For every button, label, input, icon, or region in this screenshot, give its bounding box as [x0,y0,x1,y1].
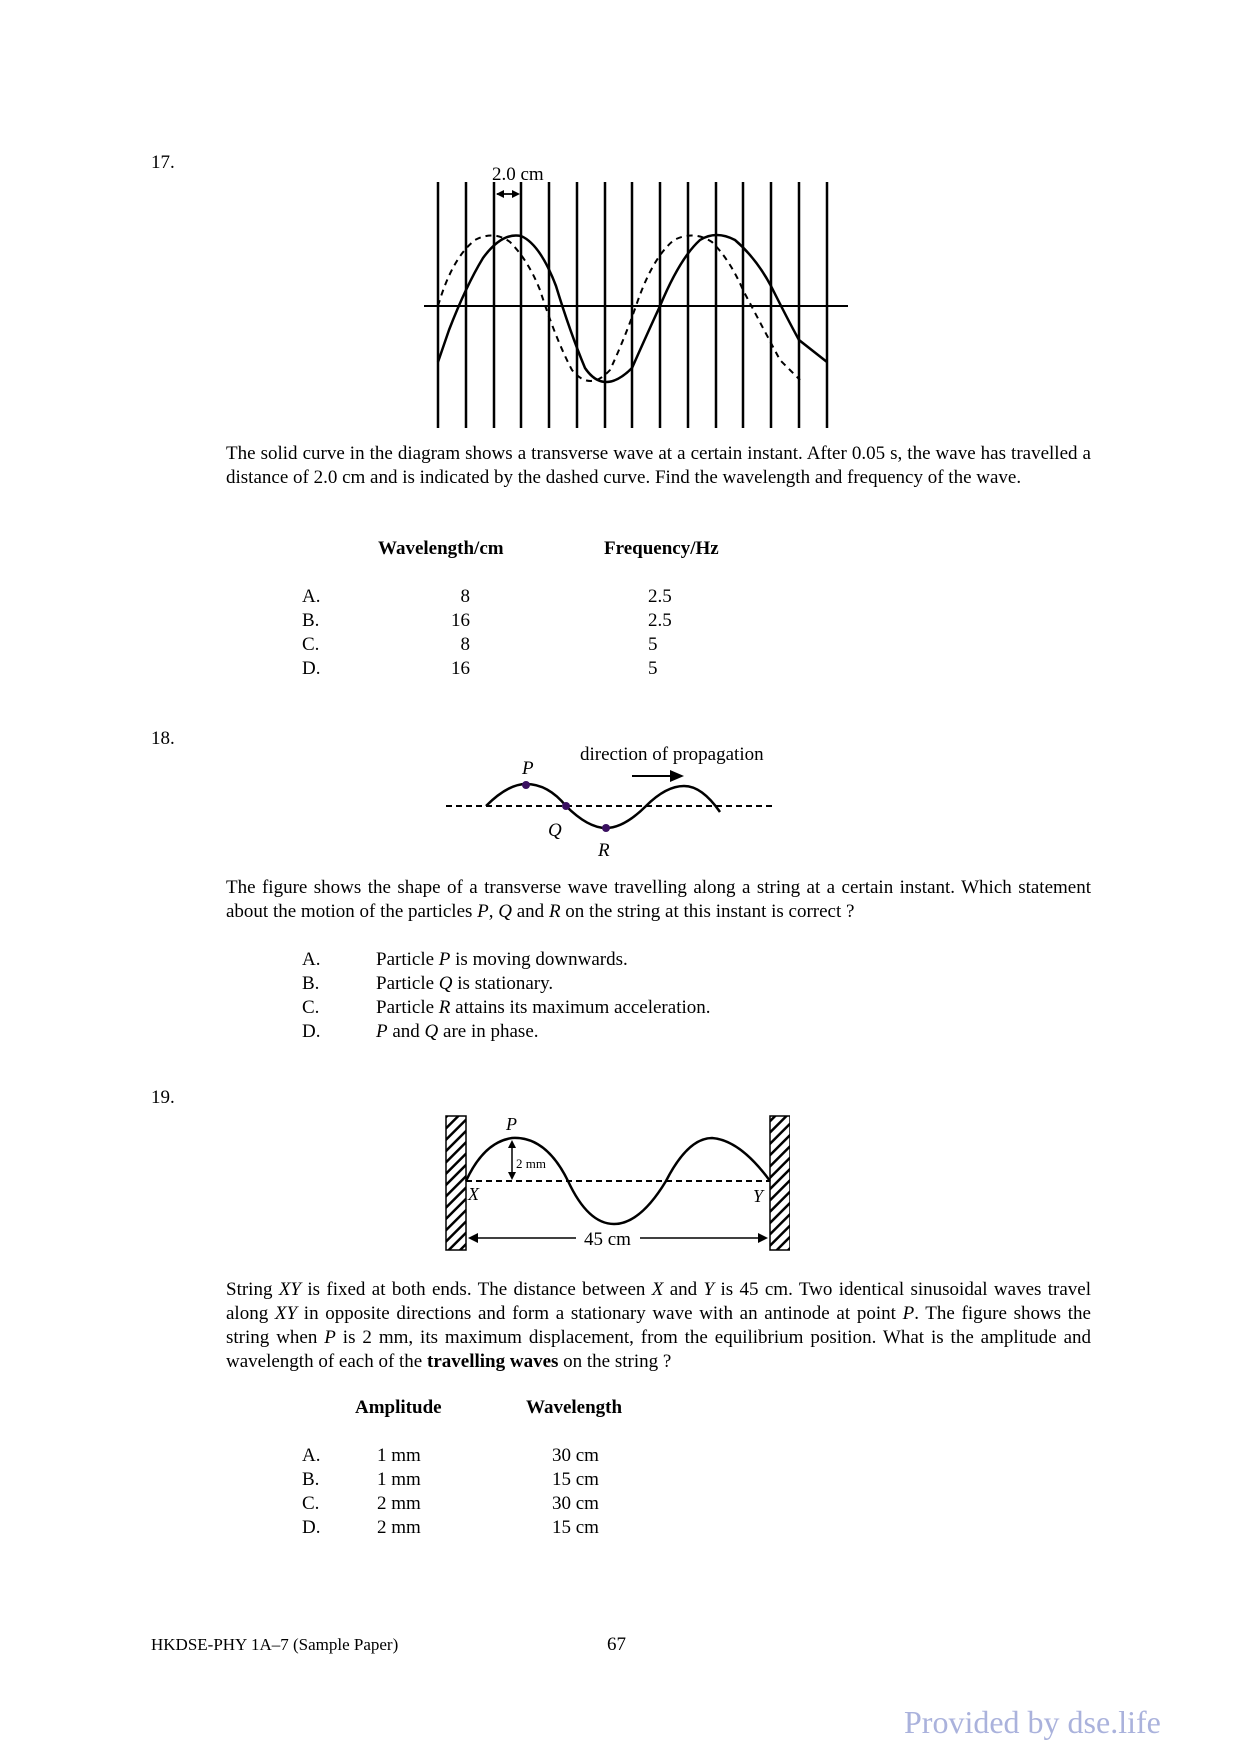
q17-option-frequency: 5 [648,658,658,679]
q19-stationary-wave-diagram [440,1108,790,1258]
q18-direction-label: direction of propagation [580,744,764,765]
page-number: 67 [607,1634,626,1655]
q19-label-x: X [468,1184,479,1204]
q17-dimension-label: 2.0 cm [492,164,544,185]
q17-option-letter: B. [302,610,320,631]
q19-header-wavelength: Wavelength [526,1397,623,1418]
q17-option-letter: A. [302,586,321,607]
q19-option-amplitude: 2 mm [377,1517,421,1538]
q17-option-wavelength: 16 [451,658,470,679]
q18-option-letter: C. [302,997,320,1018]
question-number-18: 18. [151,728,175,749]
q18-particle-p [522,781,530,789]
question-number-17: 17. [151,152,175,173]
q19-option-letter: A. [302,1445,321,1466]
q18-particle-r [602,824,610,832]
q18-wave-diagram [440,730,790,860]
q18-label-r: R [598,840,610,860]
q18-option-letter: B. [302,973,320,994]
q19-right-wall [770,1116,790,1250]
q19-option-wavelength: 15 cm [552,1469,599,1490]
q19-option-wavelength: 15 cm [552,1517,599,1538]
q19-label-distance: 45 cm [584,1229,631,1250]
q17-option-wavelength: 8 [460,586,470,607]
q19-option-letter: D. [302,1517,321,1538]
q17-dashed-wave-curve [438,235,800,381]
q18-question-text: The figure shows the shape of a transverse wave travelling along a string at a certain instant. Which statement about the motion of the particles P, Q and R on the string at this instant is correct ? [226,877,1091,922]
q17-dimension-arrow [496,190,520,198]
q18-label-q: Q [548,820,562,841]
q19-left-wall [446,1116,466,1250]
q18-option-letter: A. [302,949,321,970]
q19-option-amplitude: 1 mm [377,1469,421,1490]
q19-option-amplitude: 2 mm [377,1493,421,1514]
q19-question-text: String XY is fixed at both ends. The distance between X and Y is 45 cm. Two identical sinusoidal waves travel along XY in opposite directions and form a stationary wave with an antinode at point P. The figure shows the string when P is 2 mm, its maximum displacement, from the equilibrium position. What is the amplitude and wavelength of each of the travelling waves on the string ? [226,1279,1092,1372]
q18-particle-q [562,802,570,810]
q19-option-letter: B. [302,1469,320,1490]
q17-option-frequency: 2.5 [648,586,672,607]
q17-question-text: The solid curve in the diagram shows a transverse wave at a certain instant. After 0.05 s, the wave has travelled a distance of 2.0 cm and is indicated by the dashed curve. Find the wavelength and frequency of the wave. [226,443,1091,488]
q18-option-letter: D. [302,1021,321,1042]
q17-option-frequency: 5 [648,634,658,655]
q17-option-letter: C. [302,634,320,655]
footer-paper-code: HKDSE-PHY 1A–7 (Sample Paper) [151,1635,399,1654]
q18-option-text: Particle P is moving downwards. [376,949,628,970]
q18-option-text: Particle Q is stationary. [376,973,554,994]
q17-header-wavelength: Wavelength/cm [378,538,504,559]
q19-header-amplitude: Amplitude [355,1397,442,1418]
q17-option-wavelength: 16 [451,610,470,631]
watermark-link[interactable]: Provided by dse.life [904,1704,1161,1740]
q17-wave-diagram [420,158,860,433]
q18-option-text: Particle R attains its maximum acceleration. [376,997,711,1018]
q17-option-letter: D. [302,658,321,679]
q17-header-frequency: Frequency/Hz [604,538,719,559]
q19-label-y: Y [753,1186,764,1206]
q17-option-frequency: 2.5 [648,610,672,631]
q18-direction-arrow [632,770,684,782]
q19-option-wavelength: 30 cm [552,1445,599,1466]
q19-amplitude-marker [508,1140,516,1180]
q19-option-wavelength: 30 cm [552,1493,599,1514]
q19-label-amplitude: 2 mm [516,1156,546,1171]
q18-label-p: P [522,758,534,779]
q18-option-text: P and Q are in phase. [376,1021,539,1042]
q19-option-amplitude: 1 mm [377,1445,421,1466]
question-number-19: 19. [151,1087,175,1108]
q17-option-wavelength: 8 [460,634,470,655]
q19-option-letter: C. [302,1493,320,1514]
q19-label-p: P [506,1114,517,1134]
